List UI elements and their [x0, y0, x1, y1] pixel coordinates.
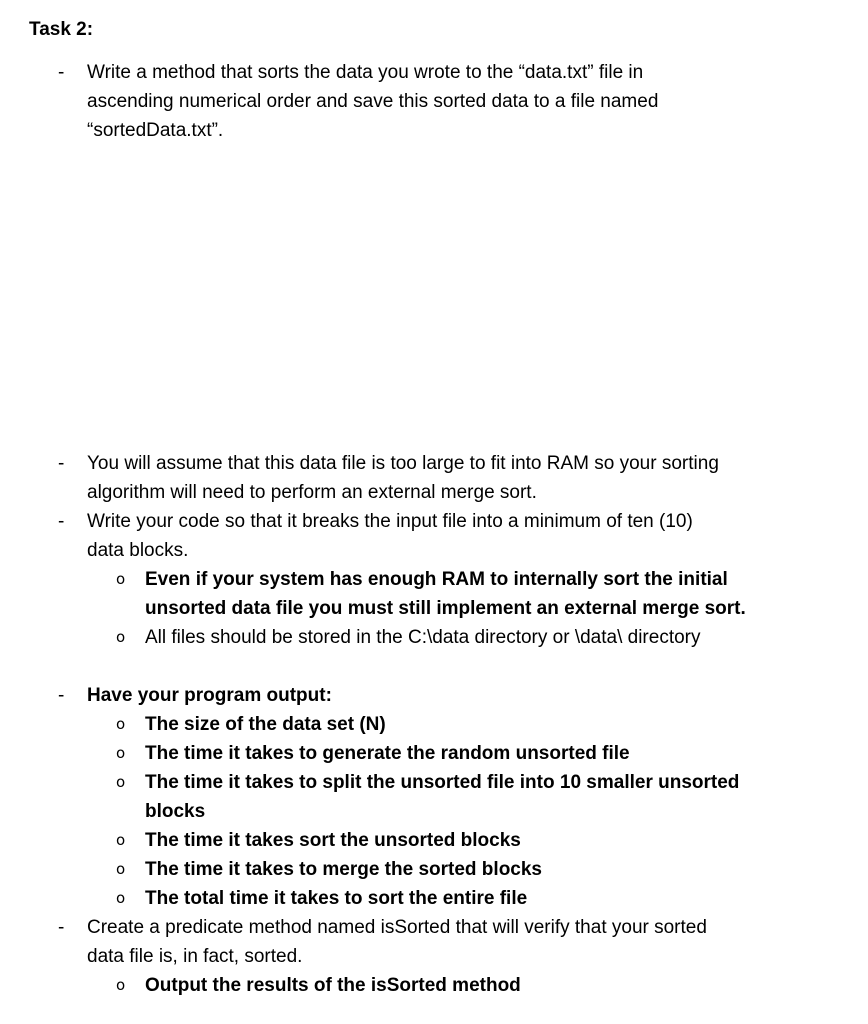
- sub-bullet-circle: o: [116, 715, 126, 733]
- item-text-line: Write a method that sorts the data you wrote to the “data.txt” file in: [87, 62, 644, 83]
- item-text-line: “sortedData.txt”.: [87, 120, 224, 141]
- sub-item-text-line: The time it takes to generate the random unsorted file: [145, 743, 630, 764]
- bullet-dash: -: [58, 511, 65, 532]
- sub-item-text-line: blocks: [145, 801, 206, 822]
- bullet-dash: -: [58, 62, 65, 83]
- sub-item-text-line: The time it takes to split the unsorted file into 10 smaller unsorted: [145, 772, 740, 793]
- bullet-dash: -: [58, 453, 65, 474]
- item-text-line: algorithm will need to perform an external merge sort.: [87, 482, 537, 503]
- sub-bullet-circle: o: [116, 628, 126, 646]
- item-text-line: Write your code so that it breaks the input file into a minimum of ten (10): [87, 511, 693, 532]
- sub-item-text-line: The time it takes to merge the sorted blocks: [145, 859, 542, 880]
- sub-bullet-circle: o: [116, 889, 126, 907]
- sub-bullet-circle: o: [116, 744, 126, 762]
- sub-bullet-circle: o: [116, 976, 126, 994]
- sub-item-text-line: The total time it takes to sort the entire file: [145, 888, 528, 909]
- sub-item-text-line: The time it takes sort the unsorted blocks: [145, 830, 521, 851]
- item-text-line: data file is, in fact, sorted.: [87, 946, 303, 967]
- sub-item-text-line: Output the results of the isSorted method: [145, 975, 521, 996]
- item-text-line: data blocks.: [87, 540, 189, 561]
- bullet-dash: -: [58, 685, 65, 706]
- item-text-line: Create a predicate method named isSorted that will verify that your sorted: [87, 917, 707, 938]
- item-text-line: ascending numerical order and save this sorted data to a file named: [87, 91, 659, 112]
- sub-bullet-circle: o: [116, 860, 126, 878]
- item-text-line: Have your program output:: [87, 685, 332, 706]
- bullet-dash: -: [58, 917, 65, 938]
- sub-item-text-line: The size of the data set (N): [145, 714, 386, 735]
- sub-item-text-line: Even if your system has enough RAM to internally sort the initial: [145, 569, 728, 590]
- sub-item-text-line: unsorted data file you must still implement an external merge sort.: [145, 598, 746, 619]
- sub-item-text-line: All files should be stored in the C:\data directory or \data\ directory: [145, 627, 701, 648]
- sub-bullet-circle: o: [116, 831, 126, 849]
- item-text-line: You will assume that this data file is too large to fit into RAM so your sorting: [87, 453, 719, 474]
- sub-bullet-circle: o: [116, 773, 126, 791]
- task-title: Task 2:: [29, 19, 94, 40]
- sub-bullet-circle: o: [116, 570, 126, 588]
